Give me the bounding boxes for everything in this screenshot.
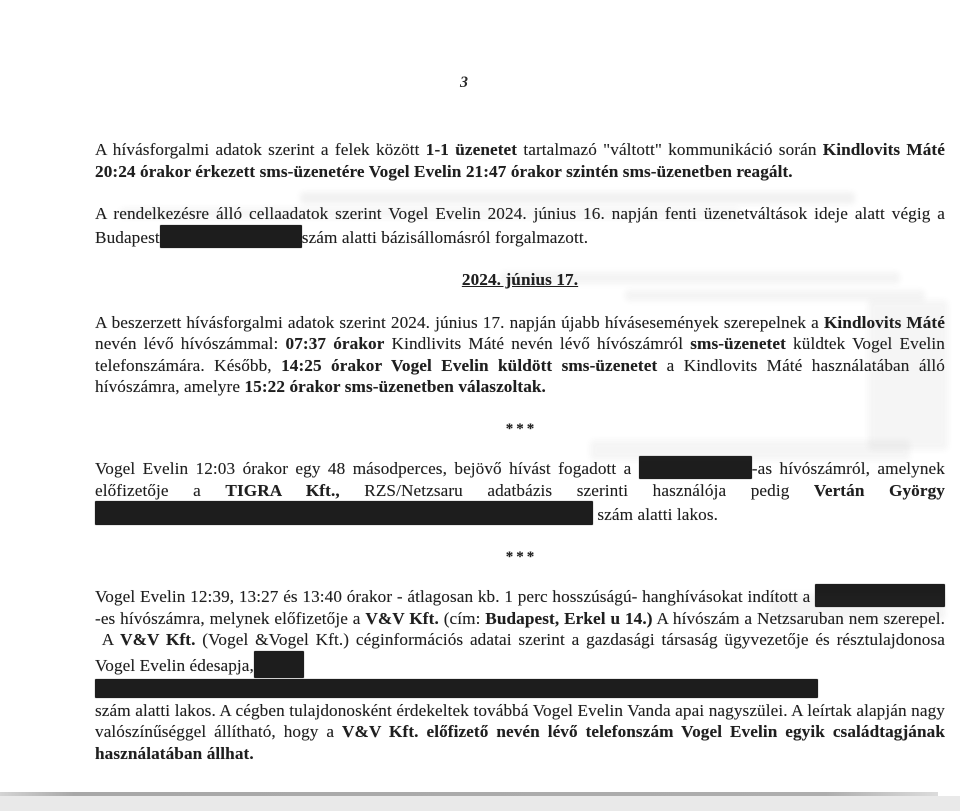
body-text: A rendelkezésre álló cellaadatok szerint Vogel Evelin 2024. június 16. napján fenti üzenetváltások ideje alatt végig a Budapest <box>95 204 945 247</box>
scan-edge-area <box>0 796 960 811</box>
emphasized-text: sms-üzenetet <box>690 334 786 353</box>
paragraph-sms-exchange <box>95 139 945 182</box>
body-text: szám alatti lakos. A cégben tulajdonosként érdekeltek továbbá Vogel Evelin Vanda apai nagyszülei. A leírtak alapján nagy valószínűséggel állítható, hogy a <box>95 700 945 741</box>
emphasized-text: TIGRA Kft., <box>225 480 340 500</box>
body-text: -es hívószámra, melynek előfizetője a <box>95 608 366 628</box>
paragraph-cell-data <box>95 203 945 248</box>
body-text: Kindlivits Máté nevén lévő hívószámról <box>384 334 691 353</box>
redaction-bar <box>95 679 818 698</box>
paragraph-incoming-call-tigra <box>95 456 945 526</box>
body-text: szám alatti bázisállomásról forgalmazott. <box>301 227 589 247</box>
emphasized-text: Vertán György <box>813 480 945 500</box>
body-text: (cím: <box>438 608 486 628</box>
redaction-bar <box>815 584 945 607</box>
document-content <box>95 139 945 785</box>
redaction-bar <box>254 651 304 678</box>
body-text: Vogel Evelin 12:03 órakor egy 48 másodperces, bejövő hívást fogadott a <box>95 459 639 478</box>
date-heading: 2024. június 17. <box>461 270 579 289</box>
emphasized-text: 07:37 órakor <box>285 334 385 353</box>
body-text: (Vogel &Vogel Kft.) céginformációs adatai szerint a gazdasági társaság ügyvezetője és résztulajdonosa Vogel Evelin édesapja, <box>95 630 946 675</box>
emphasized-text: Budapest, Erkel u 14.) <box>485 608 653 628</box>
emphasized-text: 1-1 üzenetet <box>425 140 518 159</box>
body-text: -as hívószámról, amelynek előfizetője a <box>95 459 945 500</box>
body-text: A beszerzett hívásforgalmi adatok szerint 2024. június 17. napján újabb hívásesemények szerepelnek a <box>95 312 824 332</box>
redaction-bar <box>639 456 752 479</box>
emphasized-text: Kindlovits Máté 20:24 órakor érkezett sms-üzenetére Vogel Evelin 21:47 órakor szintén sms-üzenetben reagált. <box>95 140 945 181</box>
paragraph-june17-events <box>95 312 945 398</box>
emphasized-text: V&V Kft. <box>120 630 196 649</box>
body-text: küldtek Vogel Evelin telefonszámára. Később, <box>95 334 945 375</box>
body-text: tartalmazó "váltott" kommunikáció során <box>517 140 823 159</box>
paragraph-voice-calls-vv-kft <box>95 584 945 764</box>
body-text: Vogel Evelin 12:39, 13:27 és 13:40 órakor - átlagosan kb. 1 perc hosszúságú- hanghívásokat indított a <box>95 587 815 606</box>
redaction-bar <box>95 501 593 525</box>
emphasized-text: Kindlovits Máté <box>823 312 945 332</box>
emphasized-text: V&V Kft. <box>365 608 439 628</box>
body-text: a Kindlovits Máté használatában álló hívószámra, amelyre <box>95 355 945 396</box>
page-number: 3 <box>460 74 468 91</box>
redaction-bar <box>160 225 302 248</box>
body-text: A hívószám a Netzsaruban nem szerepel. A <box>95 608 945 649</box>
body-text: szám alatti lakos. <box>593 505 719 524</box>
body-text: nevén lévő hívószámmal: <box>95 334 286 353</box>
emphasized-text: 14:25 órakor Vogel Evelin küldött sms-üzenetet <box>281 355 658 375</box>
body-text: A hívásforgalmi adatok szerint a felek között <box>95 140 426 159</box>
section-separator-1: *** <box>505 420 538 437</box>
body-text: RZS/Netzsaru adatbázis szerinti használója pedig <box>339 480 814 500</box>
emphasized-text: 15:22 órakor sms-üzenetben válaszoltak. <box>244 377 546 396</box>
emphasized-text: V&V Kft. előfizető nevén lévő telefonszám Vogel Evelin egyik családtagjának használatában állhat. <box>95 722 945 763</box>
section-separator-2: *** <box>505 548 538 565</box>
